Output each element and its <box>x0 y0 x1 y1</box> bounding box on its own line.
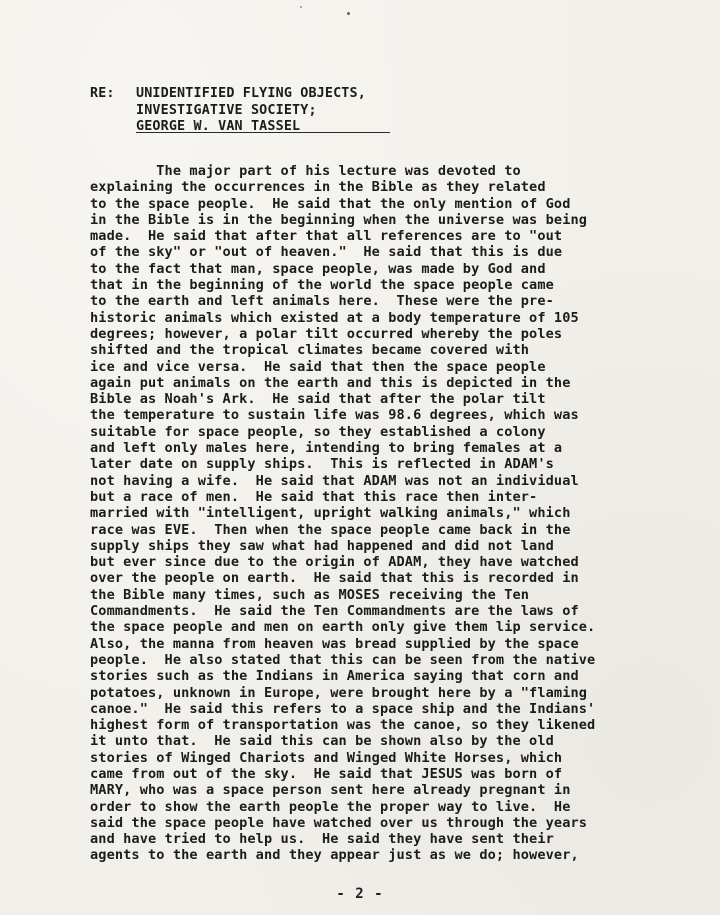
body-line: came from out of the sky. He said that JESUS was born of <box>90 765 563 782</box>
body-line: supply ships they saw what had happened and did not land <box>90 537 554 554</box>
subject-line: INVESTIGATIVE SOCIETY; <box>136 102 317 118</box>
body-line: people. He also stated that this can be seen from the native <box>90 651 596 668</box>
body-line: of the sky" or "out of heaven." He said that this is due <box>90 244 563 261</box>
body-line: potatoes, unknown in Europe, were brought here by a "flaming <box>90 684 588 701</box>
body-line: married with "intelligent, upright walking animals," which <box>90 505 571 522</box>
subject-line: GEORGE W. VAN TASSEL <box>136 119 301 135</box>
body-paragraph <box>90 163 700 864</box>
body-line: but a race of men. He said that this race then inter- <box>90 488 538 505</box>
subject-underline <box>136 132 390 133</box>
body-line: stories of Winged Chariots and Winged White Horses, which <box>90 749 563 766</box>
subject-row <box>90 103 420 120</box>
body-line: Bible as Noah's Ark. He said that after the polar tilt <box>90 391 546 408</box>
body-line: over the people on earth. He said that this is recorded in <box>90 570 579 587</box>
body-line: said the space people have watched over us through the years <box>90 814 588 831</box>
body-line: but ever since due to the origin of ADAM, they have watched <box>90 554 579 571</box>
body-line: to the earth and left animals here. These were the pre- <box>90 293 554 310</box>
body-line: to the space people. He said that the only mention of God <box>90 195 571 212</box>
body-line: it unto that. He said this can be shown also by the old <box>90 733 554 750</box>
subject-row <box>90 119 420 136</box>
body-line: MARY, who was a space person sent here already pregnant in <box>90 782 571 799</box>
body-line: Also, the manna from heaven was bread supplied by the space <box>90 635 579 652</box>
body-line: to the fact that man, space people, was made by God and <box>90 260 546 277</box>
body-line: and have tried to help us. He said they have sent their <box>90 831 554 848</box>
paper-speck <box>300 6 302 8</box>
body-line: that in the beginning of the world the space people came <box>90 277 554 294</box>
body-line: made. He said that after that all references are to "out <box>90 228 563 245</box>
body-line: explaining the occurrences in the Bible as they related <box>90 179 546 196</box>
body-line: The major part of his lecture was devoted to <box>90 163 521 179</box>
subject-label: RE: <box>90 86 115 101</box>
body-line: canoe." He said this refers to a space ship and the Indians' <box>90 700 596 717</box>
body-line: highest form of transportation was the canoe, so they likened <box>90 717 596 734</box>
body-line: in the Bible is in the beginning when the universe was being <box>90 211 588 228</box>
body-line: order to show the earth people the proper way to live. He <box>90 798 571 815</box>
body-line: the Bible many times, such as MOSES receiving the Ten <box>90 586 530 603</box>
body-line: the temperature to sustain life was 98.6 degrees, which was <box>90 407 579 424</box>
body-line: ice and vice versa. He said that then the space people <box>90 358 546 375</box>
subject-row <box>90 86 420 103</box>
body-line: agents to the earth and they appear just as we do; however, <box>90 847 579 864</box>
body-line: degrees; however, a polar tilt occurred whereby the poles <box>90 325 563 342</box>
body-line: Commandments. He said the Ten Commandments are the laws of <box>90 603 579 620</box>
body-line: later date on supply ships. This is reflected in ADAM's <box>90 456 554 473</box>
body-line: stories such as the Indians in America saying that corn and <box>90 668 579 685</box>
body-line: again put animals on the earth and this is depicted in the <box>90 374 571 391</box>
subject-line: UNIDENTIFIED FLYING OBJECTS, <box>136 86 366 101</box>
body-line: shifted and the tropical climates became covered with <box>90 342 530 359</box>
page-number: - 2 - <box>336 886 384 902</box>
body-line: the space people and men on earth only give them lip service. <box>90 619 596 636</box>
paper-speck <box>347 12 350 15</box>
subject-header <box>90 86 420 136</box>
body-line: race was EVE. Then when the space people came back in the <box>90 521 571 538</box>
body-line: historic animals which existed at a body temperature of 105 <box>90 309 579 326</box>
body-line: and left only males here, intending to bring females at a <box>90 440 563 457</box>
body-line: not having a wife. He said that ADAM was not an individual <box>90 472 579 489</box>
body-line: suitable for space people, so they established a colony <box>90 423 546 440</box>
